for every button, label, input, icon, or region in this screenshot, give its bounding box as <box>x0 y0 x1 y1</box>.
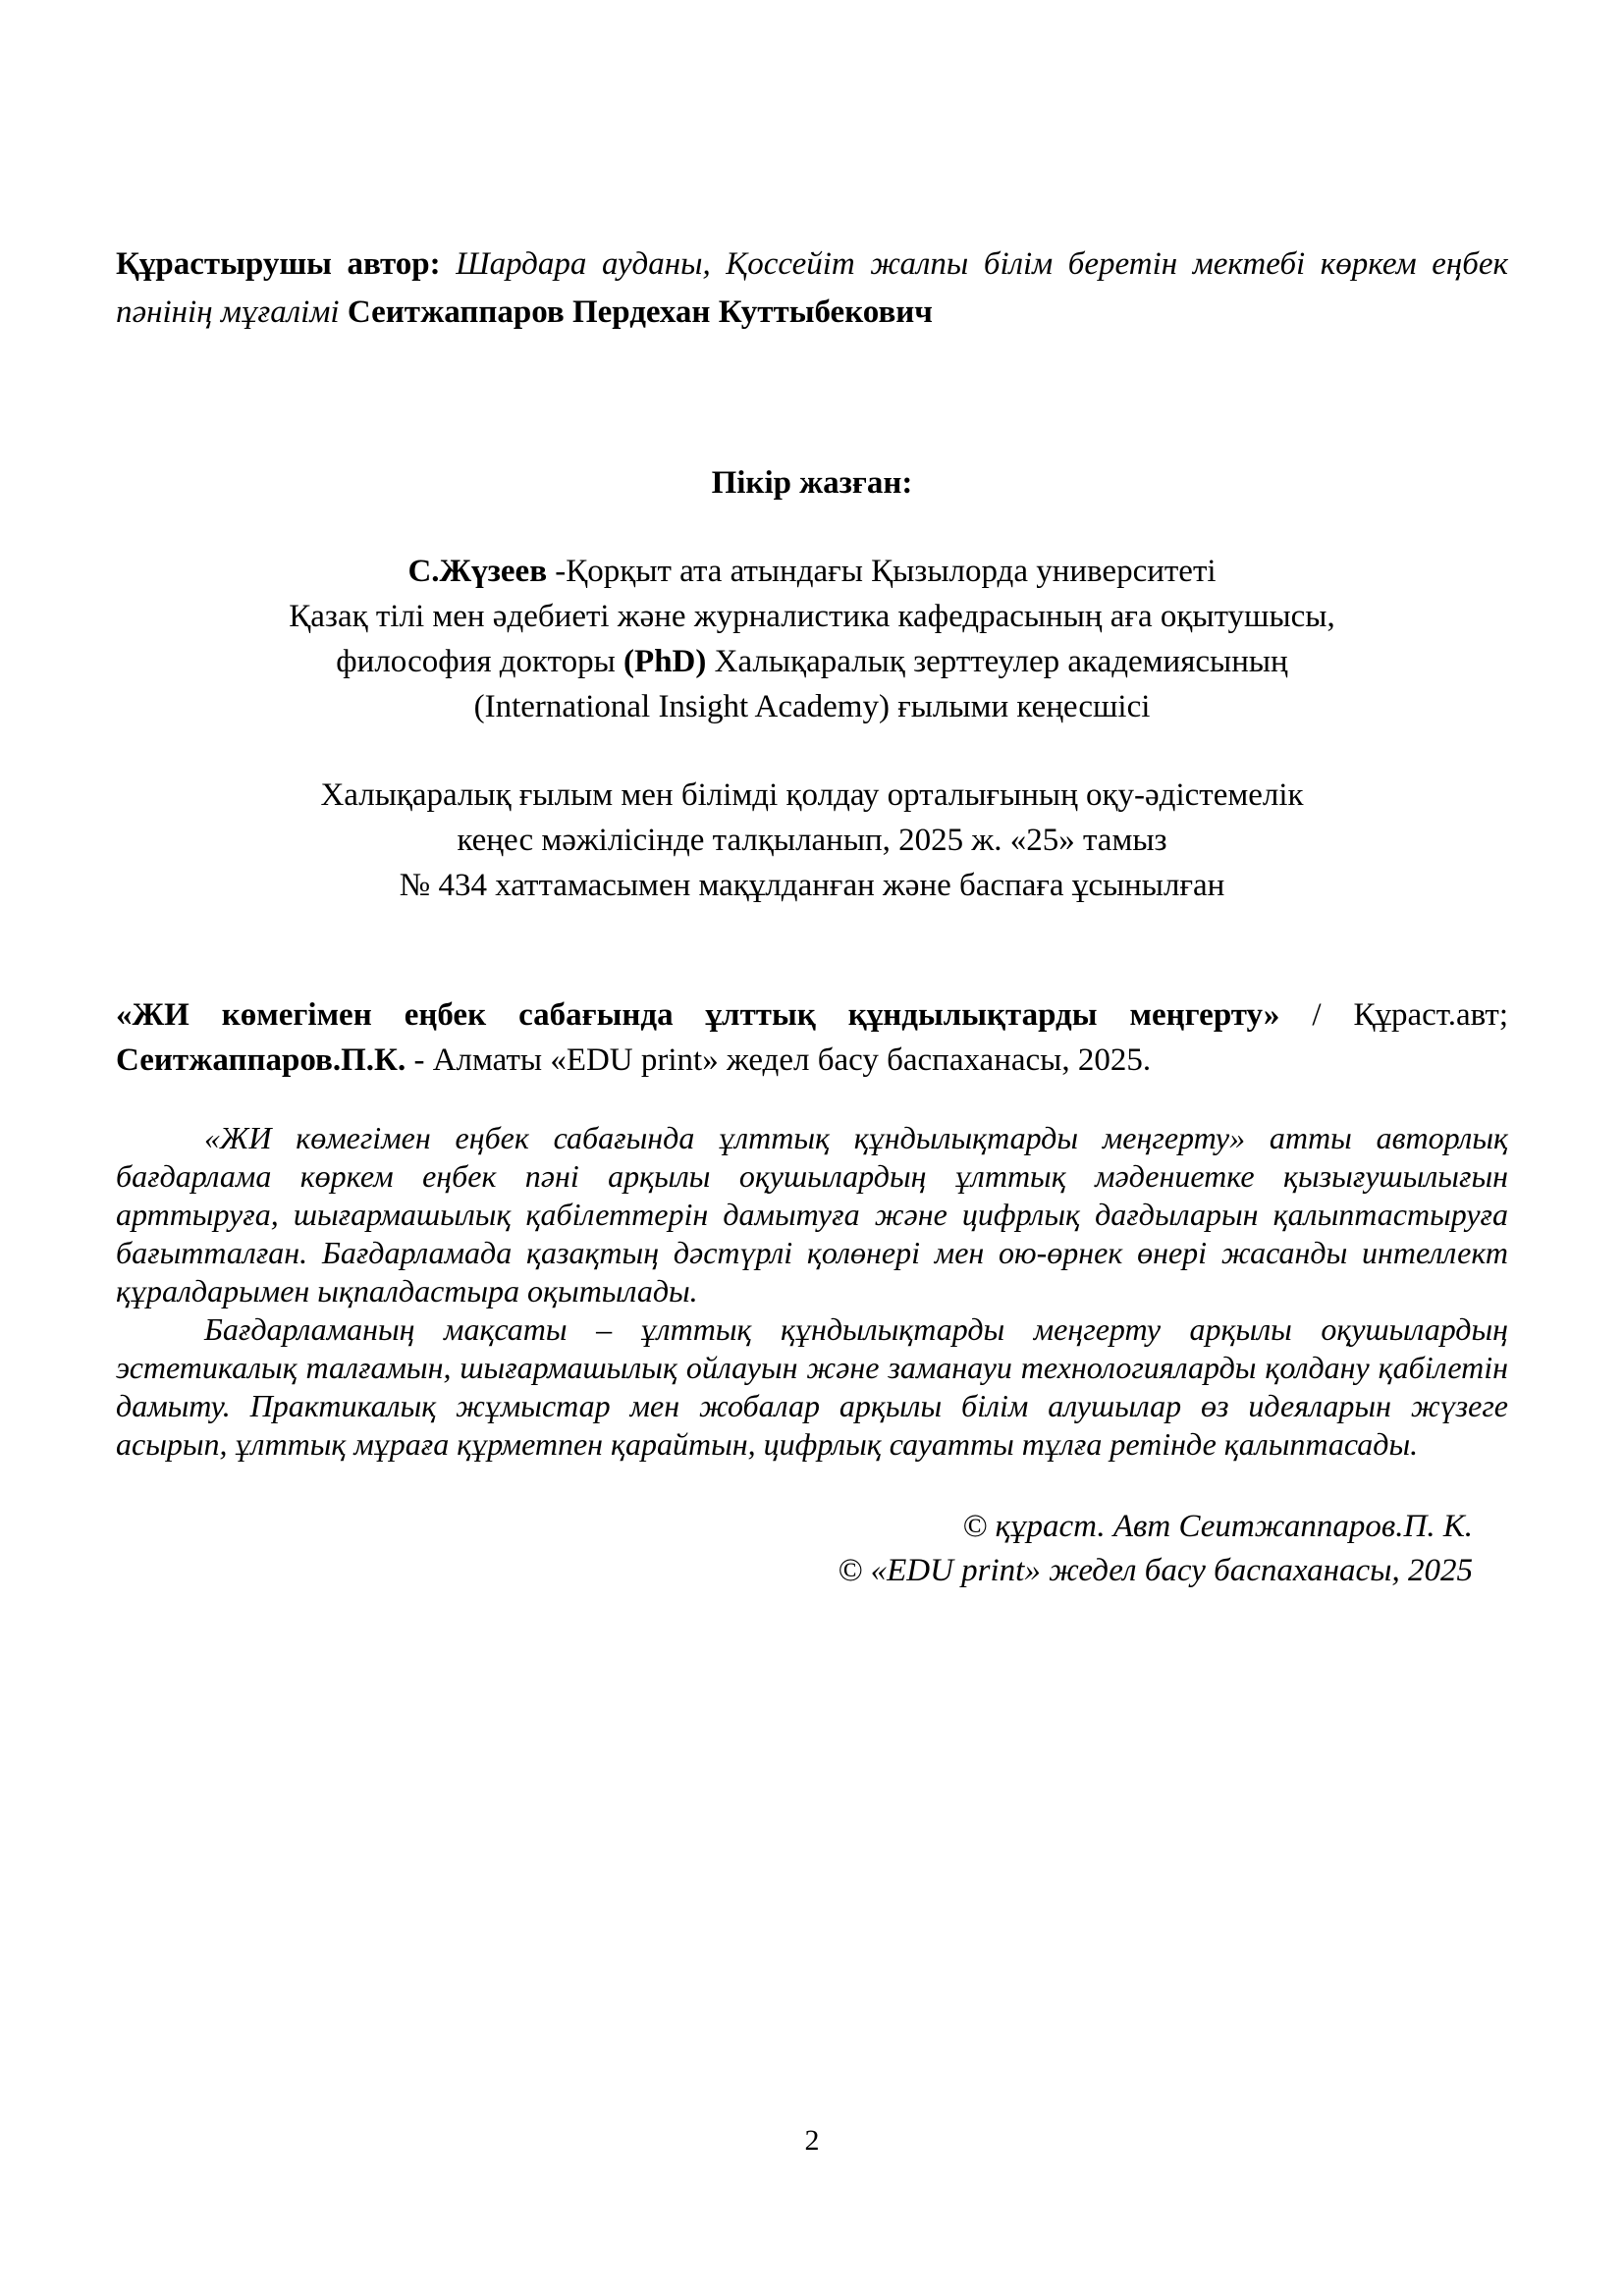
annotation-paragraph-2: Бағдарламаның мақсаты – ұлттық құндылықтарды меңгерту арқылы оқушылардың эстетикалық талғамын, шығармашылық ойлауын және заманауи технологияларды қолдану қабілетін дамыту. Практикалық жұмыстар мен жобалар арқылы білім алушылар өз идеяларын жүзеге асырып, ұлттық мұраға құрметпен қарайтын, цифрлық сауатты тұлға ретінде қалыптасады. <box>116 1311 1508 1462</box>
reviewer-phd: (PhD) <box>623 644 707 679</box>
compiler-paragraph <box>116 240 1508 337</box>
compiler-name: Сеитжаппаров Пердехан Куттыбекович <box>347 294 933 330</box>
reviewer-line-4: (International Insight Academy) ғылыми кеңесшісі <box>473 689 1151 724</box>
approval-block <box>116 773 1508 908</box>
compiler-description: Шардара ауданы, Қоссейіт жалпы білім беретін мектебі көркем еңбек пәнінің мұғалімі <box>116 246 1508 330</box>
publication-paragraph <box>116 992 1508 1083</box>
reviewer-name: С.Жүзеев <box>407 554 548 589</box>
publication-mid: / Құраст.авт; <box>1279 997 1508 1033</box>
copyright-line-2: © «EDU print» жедел басу баспаханасы, 2025 <box>838 1553 1473 1588</box>
reviewer-line-1 <box>116 549 1508 594</box>
reviewer-line-3-pre: философия докторы <box>336 644 624 679</box>
page-number: 2 <box>804 2124 820 2157</box>
reviewer-line-2: Қазақ тілі мен әдебиеті және журналистика кафедрасының аға оқытушысы, <box>289 599 1335 634</box>
copyright-line-1: © құраст. Авт Сеитжаппаров.П. К. <box>962 1509 1473 1544</box>
publication-title: «ЖИ көмегімен еңбек сабағында ұлттық құндылықтарды меңгерту» <box>116 997 1280 1033</box>
reviewer-line-3 <box>116 639 1508 684</box>
reviewer-line-3-post: Халықаралық зерттеулер академиясының <box>706 644 1288 679</box>
publication-rest: - Алматы «EDU print» жедел басу баспаханасы, 2025. <box>406 1042 1152 1078</box>
annotation-paragraph-1: «ЖИ көмегімен еңбек сабағында ұлттық құндылықтарды меңгерту» атты авторлық бағдарлама көркем еңбек пәні арқылы оқушылардың ұлттық мәдениетке қызығушылығын арттыруға, шығармашылық қабілеттерін дамытуға және цифрлық дағдыларын қалыптастыруға бағытталған. Бағдарламада қазақтың дәстүрлі қолөнері мен ою-өрнек өнері жасанды интеллект құралдарымен ықпалдастыра оқытылады. <box>116 1120 1508 1308</box>
reviewer-line-1-rest: -Қорқыт ата атындағы Қызылорда университеті <box>547 554 1217 589</box>
reviewer-heading: Пікір жазған: <box>711 465 913 501</box>
publication-author: Сеитжаппаров.П.К. <box>116 1042 406 1078</box>
compiler-label: Құрастырушы автор: <box>116 246 457 282</box>
reviewer-block <box>116 549 1508 729</box>
approval-line-1: Халықаралық ғылым мен білімді қолдау орталығының оқу-әдістемелік <box>320 777 1304 813</box>
copyright-block <box>116 1505 1508 1593</box>
approval-line-2: кеңес мәжілісінде талқыланып, 2025 ж. «25» тамыз <box>457 823 1167 858</box>
approval-line-3: № 434 хаттамасымен мақұлданған және баспаға ұсынылған <box>399 868 1225 903</box>
